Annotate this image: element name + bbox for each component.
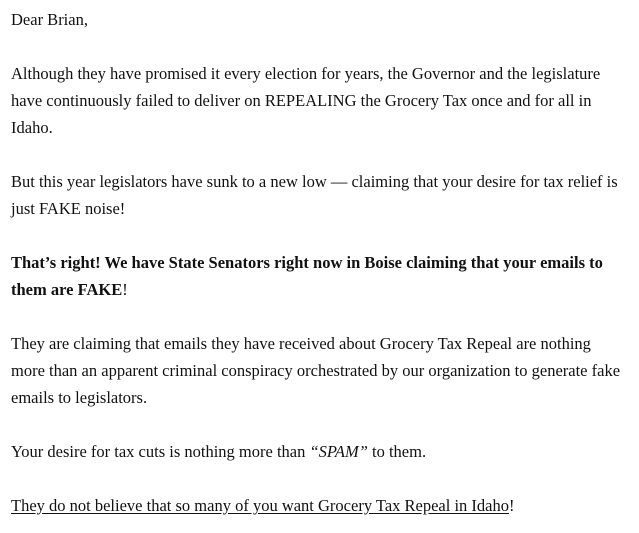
underlined-disbelief-text: They do not believe that so many of you want Grocery Tax Repeal in Idaho <box>11 496 509 515</box>
paragraph-repeal-failure: Although they have promised it every election for years, the Governor and the legislature have continuously failed to deliver on REPEALING the Grocery Tax once and for all in Idaho. <box>11 64 601 137</box>
paragraph-disbelief <box>11 492 627 519</box>
disbelief-exclamation: ! <box>508 496 515 515</box>
spam-quoted-word: “SPAM” <box>309 442 368 461</box>
paragraph-new-low: But this year legislators have sunk to a new low — claiming that your desire for tax relief is just FAKE noise! <box>11 172 618 218</box>
fake-claim-exclamation: ! <box>122 280 128 299</box>
spam-text-before: Your desire for tax cuts is nothing more than <box>11 442 310 461</box>
paragraph-spam <box>11 438 627 465</box>
paragraph-conspiracy: They are claiming that emails they have received about Grocery Tax Repeal are nothing more than an apparent criminal conspiracy orchestrated by our organization to generate fake emails to legislators. <box>11 334 621 407</box>
paragraph-fake-claim <box>11 249 627 303</box>
bold-fake-claim-text: That’s right! We have State Senators right now in Boise claiming that your emails to them are FAKE <box>11 253 603 299</box>
spam-text-after: to them. <box>367 442 427 461</box>
salutation: Dear Brian, <box>11 10 88 29</box>
